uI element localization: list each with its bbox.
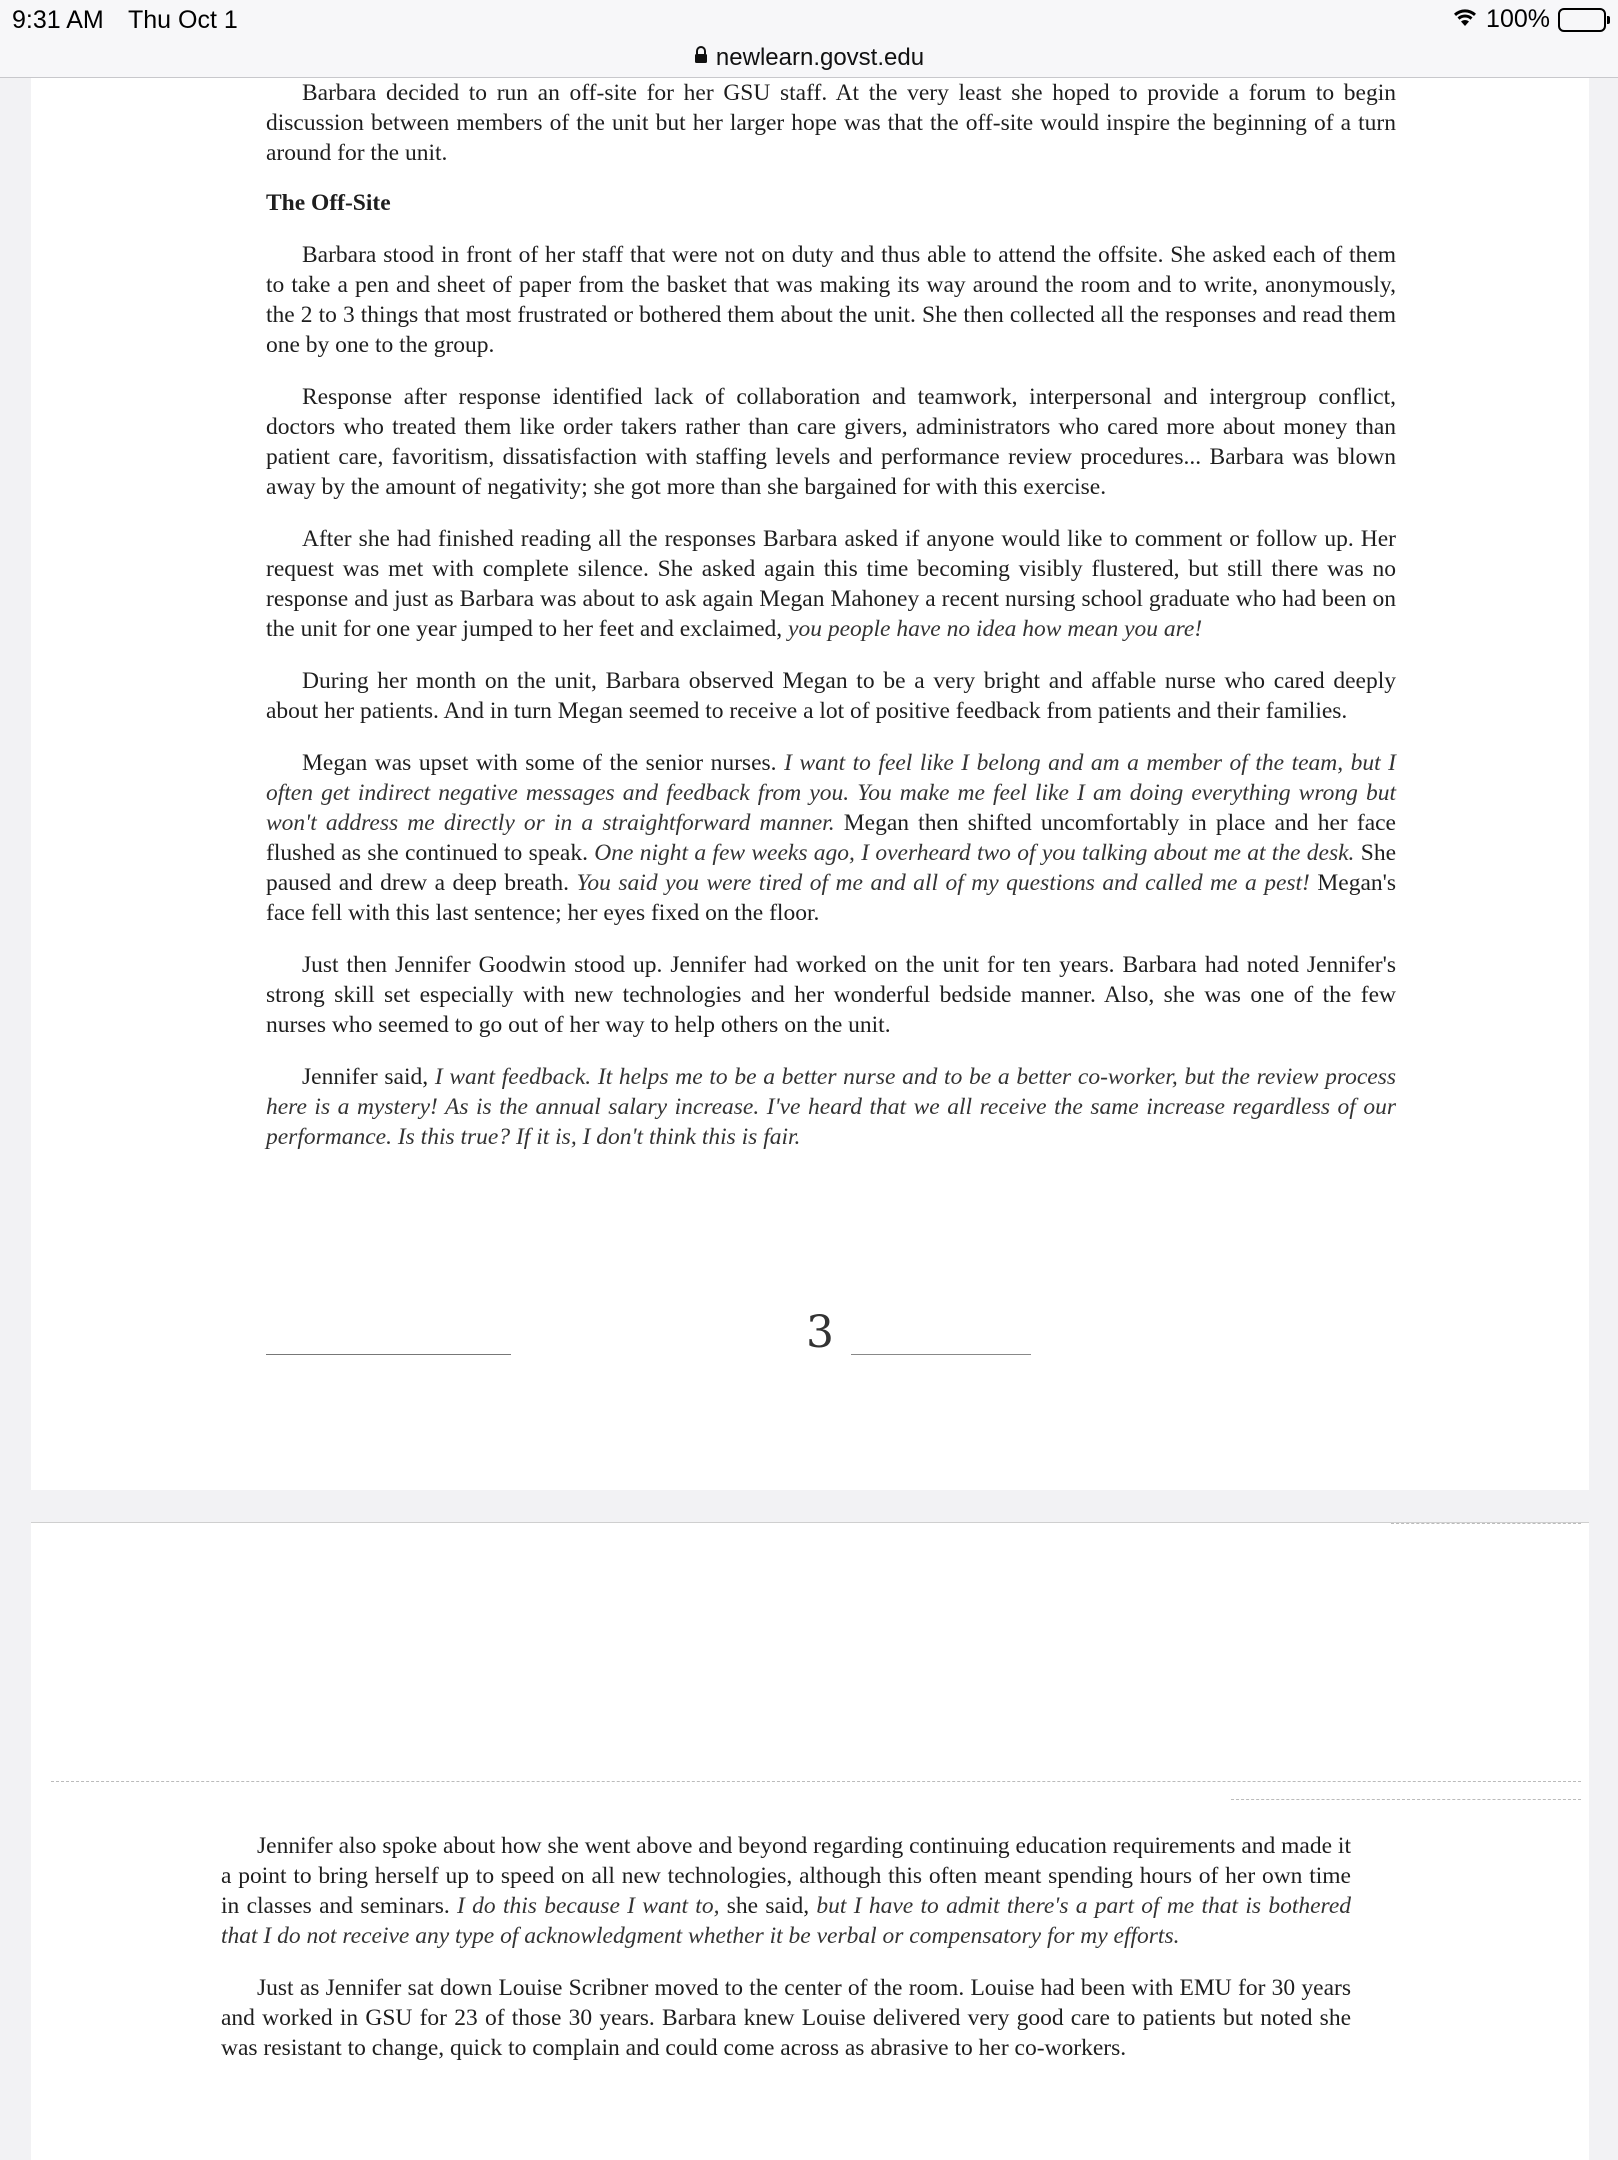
page-4-text [221,1831,1351,2085]
paragraph: During her month on the unit, Barbara observed Megan to be a very bright and affable nurse who cared deeply about her patients. And in turn Megan seemed to receive a lot of positive feedback from patients and their families. [266,668,1396,724]
paragraph: Just then Jennifer Goodwin stood up. Jennifer had worked on the unit for ten years. Barbara had noted Jennifer's strong skill set especially with new technologies and her wonderful bedside manner. Also, she was one of the few nurses who seemed to go out of her way to help others on the unit. [266,952,1396,1038]
battery-icon [1558,8,1606,32]
paragraph: Jennifer said, I want feedback. It helps me to be a better nurse and to be a better co-worker, but the review process here is a mystery! As is the annual salary increase. I've heard that we all receive the same increase regardless of our performance. Is this true? If it is, I don't think this is fair. [266,1064,1397,1150]
paragraph: Megan was upset with some of the senior nurses. I want to feel like I belong and am a member of the team, but I often get indirect negative messages and feedback from you. You make me feel like I am doing everything wrong but won't address me directly or in a straightforward manner. Megan then shifted uncomfortably in place and her face flushed as she continued to speak. One night a few weeks ago, I overheard two of you talking about me at the desk. She paused and drew a deep breath. You said you were tired of me and all of my questions and called me a pest! Megan's face fell with this last sentence; her eyes fixed on the floor. [266,750,1397,926]
footer-rule [266,1354,511,1355]
wifi-icon [1452,6,1478,33]
paragraph: Jennifer also spoke about how she went above and beyond regarding continuing education requirements and made it a point to bring herself up to speed on all new technologies, although this often meant spending hours of her own time in classes and seminars. I do this because I want to, she said, but I have to admit there's a part of me that is bothered that I do not receive any type of acknowledgment whether it be verbal or compensatory for my efforts. [221,1833,1352,1949]
paragraph: Barbara stood in front of her staff that were not on duty and thus able to attend the offsite. She asked each of them to take a pen and sheet of paper from the basket that was making its way around the room and to write, anonymously, the 2 to 3 things that most frustrated or bothered them about the unit. She then collected all the responses and read them one by one to the group. [266,242,1396,358]
section-heading: The Off-Site [266,190,391,216]
lock-icon [694,46,708,69]
status-bar [0,0,1618,38]
status-time: 9:31 AM [12,6,104,34]
status-date: Thu Oct 1 [128,6,238,34]
page-3-text [266,78,1396,1174]
battery-percent: 100% [1486,5,1550,33]
address-bar[interactable] [0,38,1618,78]
paragraph: After she had finished reading all the responses Barbara asked if anyone would like to comment or follow up. Her request was met with complete silence. She asked again this time becoming visibly flustered, but still there was no response and just as Barbara was about to ask again Megan Mahoney a recent nursing school graduate who had been on the unit for one year jumped to her feet and exclaimed, you people have no idea how mean you are! [266,526,1396,642]
url-text[interactable]: newlearn.govst.edu [715,43,925,71]
paragraph: Response after response identified lack of collaboration and teamwork, interpersonal and intergroup conflict, doctors who treated them like order takers rather than care givers, administrators who cared more about money than patient care, favoritism, dissatisfaction with staffing levels and performance review procedures... Barbara was blown away by the amount of negativity; she got more than she bargained for with this exercise. [266,384,1396,500]
page-number: 3 [806,1307,834,1358]
status-right [1452,5,1606,34]
document-page-3 [31,78,1589,1490]
scan-artifact [51,1781,1581,1782]
page-footer [266,1307,1396,1378]
paragraph: Just as Jennifer sat down Louise Scribner moved to the center of the room. Louise had been with EMU for 30 years and worked in GSU for 23 of those 30 years. Barbara knew Louise delivered very good care to patients but noted she was resistant to change, quick to complain and could come across as abrasive to her co-workers. [221,1975,1351,2061]
footer-rule [851,1354,1031,1355]
scan-artifact [1391,1523,1581,1524]
intro-paragraph: Barbara decided to run an off-site for her GSU staff. At the very least she hoped to provide a forum to begin discussion between members of the unit but her larger hope was that the off-site would inspire the beginning of a turn around for the unit. [266,80,1396,166]
scan-artifact [1231,1799,1581,1800]
document-page-4 [31,1522,1589,2160]
